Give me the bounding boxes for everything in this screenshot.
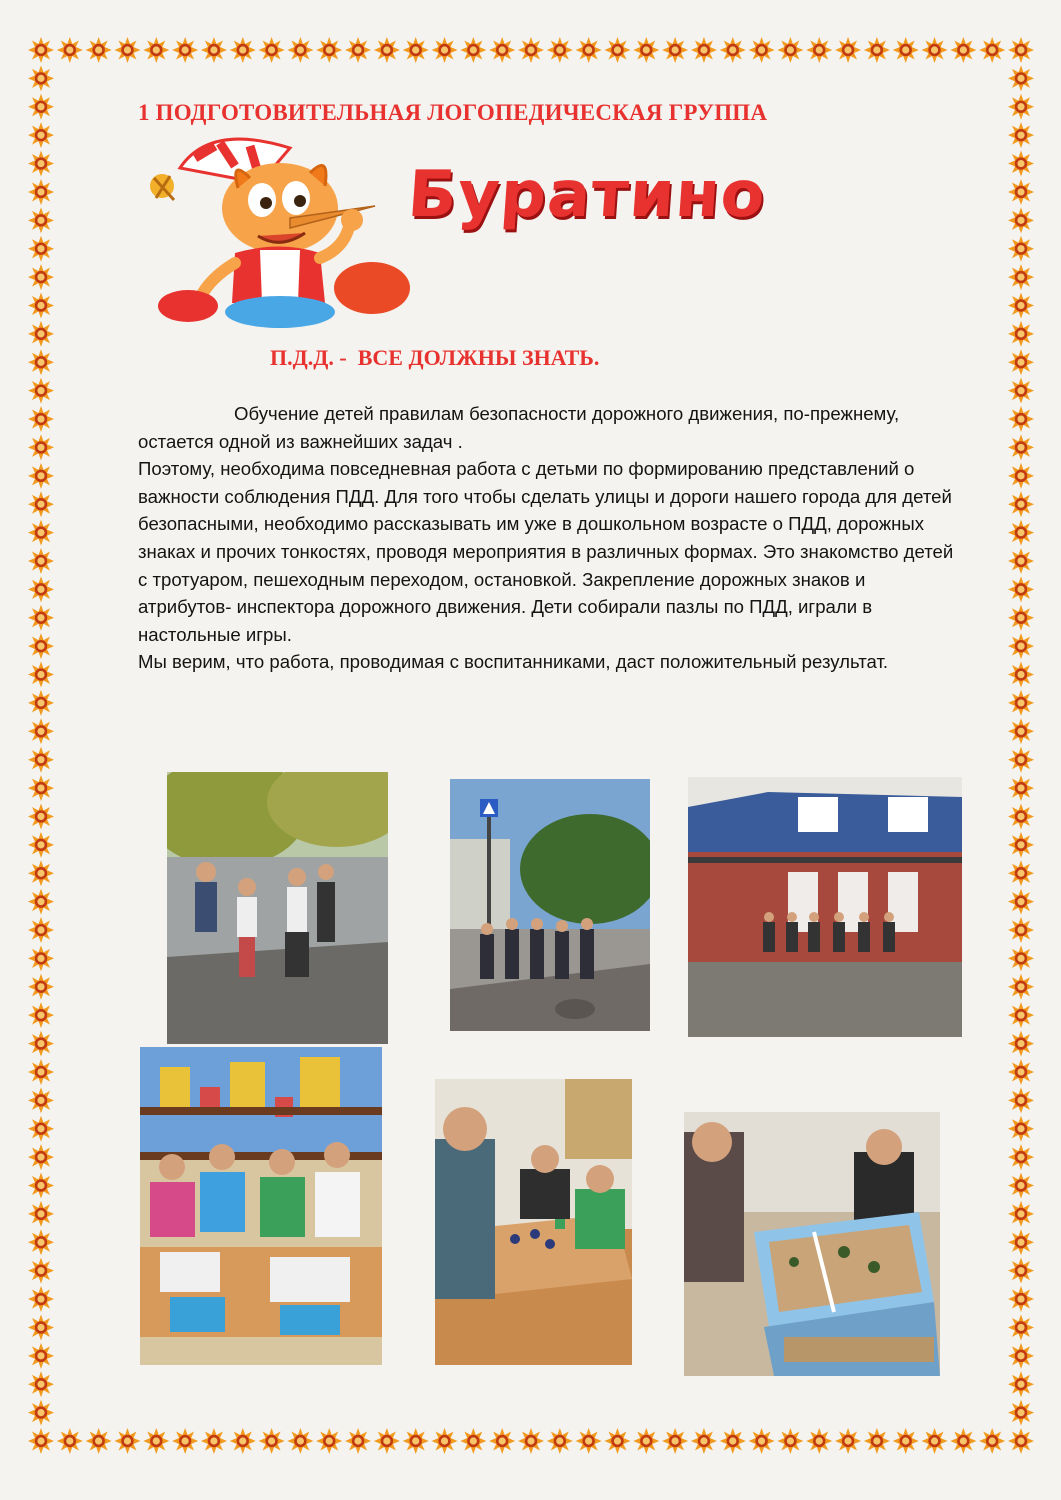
- sun-border-icon: [893, 1428, 919, 1454]
- photo-children-board-game: [435, 1079, 632, 1365]
- sun-border-icon: [1008, 803, 1034, 829]
- sun-border-icon: [28, 548, 54, 574]
- sun-border-icon: [1008, 945, 1034, 971]
- sun-border-icon: [28, 65, 54, 91]
- sun-border-icon: [28, 1428, 54, 1454]
- sun-border-icon: [259, 1428, 285, 1454]
- sun-border-icon: [691, 37, 717, 63]
- sun-border-icon: [1008, 65, 1034, 91]
- sun-border-icon: [979, 37, 1005, 63]
- sun-border-icon: [460, 37, 486, 63]
- sun-border-icon: [1008, 605, 1034, 631]
- sun-border-icon: [893, 37, 919, 63]
- sun-border-icon: [1008, 264, 1034, 290]
- sun-border-icon: [1008, 1201, 1034, 1227]
- sun-border-icon: [1008, 1002, 1034, 1028]
- sun-border-icon: [633, 37, 659, 63]
- sun-border-icon: [28, 1314, 54, 1340]
- sun-border-icon: [576, 1428, 602, 1454]
- sun-border-icon: [1008, 1371, 1034, 1397]
- photo-children-sand-table: [684, 1112, 940, 1376]
- sun-border-icon: [28, 1002, 54, 1028]
- sun-border-icon: [230, 37, 256, 63]
- sun-border-icon: [1008, 292, 1034, 318]
- sun-border-icon: [604, 37, 630, 63]
- sun-border-icon: [316, 37, 342, 63]
- sun-border-icon: [28, 1400, 54, 1426]
- sun-border-icon: [720, 1428, 746, 1454]
- sun-border-icon: [604, 1428, 630, 1454]
- sun-border-icon: [922, 1428, 948, 1454]
- photo-children-puzzles-classroom: [140, 1047, 382, 1365]
- sun-border-icon: [1008, 1258, 1034, 1284]
- sun-border-icon: [57, 1428, 83, 1454]
- sun-border-icon: [403, 37, 429, 63]
- sun-border-icon: [1008, 1031, 1034, 1057]
- sun-border-icon: [835, 37, 861, 63]
- photo-children-walking-street: [167, 772, 388, 1044]
- sun-border-icon: [1008, 378, 1034, 404]
- sun-border-icon: [28, 37, 54, 63]
- sun-border-icon: [28, 718, 54, 744]
- sun-border-icon: [864, 37, 890, 63]
- sun-border-icon: [28, 1286, 54, 1312]
- sun-border-icon: [345, 37, 371, 63]
- sun-border-icon: [1008, 520, 1034, 546]
- sun-border-icon: [28, 662, 54, 688]
- sun-border-icon: [547, 1428, 573, 1454]
- sun-border-icon: [28, 1371, 54, 1397]
- group-title: 1 ПОДГОТОВИТЕЛЬНАЯ ЛОГОПЕДИЧЕСКАЯ ГРУППА: [138, 100, 768, 125]
- sun-border-icon: [1008, 1059, 1034, 1085]
- sun-border-icon: [345, 1428, 371, 1454]
- sun-border-icon: [518, 37, 544, 63]
- sun-border-icon: [1008, 122, 1034, 148]
- sun-border-icon: [1008, 1116, 1034, 1142]
- sun-border-icon: [950, 1428, 976, 1454]
- sun-border-icon: [28, 151, 54, 177]
- sun-border-icon: [28, 207, 54, 233]
- sun-border-icon: [28, 1343, 54, 1369]
- sun-border-icon: [201, 37, 227, 63]
- paragraph-closing: Мы верим, что работа, проводимая с воспитанниками, даст положительный результат.: [138, 651, 889, 673]
- sun-border-icon: [1008, 917, 1034, 943]
- sun-border-icon: [662, 1428, 688, 1454]
- sun-border-icon: [28, 1031, 54, 1057]
- sun-border-icon: [57, 37, 83, 63]
- pinocchio-mascot-icon: [140, 128, 420, 333]
- sun-border-icon: [720, 37, 746, 63]
- sun-border-icon: [777, 1428, 803, 1454]
- sun-border-icon: [143, 37, 169, 63]
- sun-border-icon: [1008, 860, 1034, 886]
- sun-border-icon: [1008, 1286, 1034, 1312]
- sun-border-icon: [28, 889, 54, 915]
- sun-border-icon: [1008, 349, 1034, 375]
- sun-border-icon: [1008, 236, 1034, 262]
- sun-border-icon: [28, 491, 54, 517]
- sun-border-icon: [28, 974, 54, 1000]
- photo-children-at-bus-stop: [688, 777, 962, 1037]
- sun-border-icon: [691, 1428, 717, 1454]
- sun-border-icon: [1008, 775, 1034, 801]
- sun-border-icon: [1008, 179, 1034, 205]
- sun-border-icon: [749, 1428, 775, 1454]
- sun-border-icon: [979, 1428, 1005, 1454]
- sun-border-icon: [28, 633, 54, 659]
- sun-border-icon: [28, 1229, 54, 1255]
- sun-border-icon: [777, 37, 803, 63]
- sun-border-icon: [28, 520, 54, 546]
- sun-border-icon: [1008, 633, 1034, 659]
- sun-border-icon: [28, 747, 54, 773]
- sun-border-icon: [835, 1428, 861, 1454]
- sun-border-icon: [28, 576, 54, 602]
- sun-border-icon: [950, 37, 976, 63]
- sun-border-icon: [460, 1428, 486, 1454]
- sun-border-icon: [1008, 434, 1034, 460]
- sun-border-icon: [806, 1428, 832, 1454]
- sun-border-icon: [28, 917, 54, 943]
- brand-name: Буратино: [405, 158, 769, 232]
- sun-border-icon: [86, 37, 112, 63]
- sun-border-icon: [28, 434, 54, 460]
- photo-children-at-crosswalk-sign: [450, 779, 650, 1031]
- sun-border-icon: [576, 37, 602, 63]
- sun-border-icon: [1008, 1144, 1034, 1170]
- article-title: П.Д.Д. - ВСЕ ДОЛЖНЫ ЗНАТЬ.: [270, 345, 600, 370]
- sun-border-icon: [28, 803, 54, 829]
- paragraph-main: Поэтому, необходима повседневная работа с детьми по формированию представлений о важности соблюдения ПДД. Для того чтобы сделать улицы и дороги нашего города для детей безопасными, необходимо рассказывать им уже в дошкольном возрасте о ПДД, дорожных знаках и прочих тонкостях, проводя мероприятия в различных формах. Это знакомство детей с тротуаром, пешеходным переходом, остановкой. Закрепление дорожных знаков и атрибутов- инспектора дорожного движения. Дети собирали пазлы по ПДД, играли в настольные игры.: [138, 458, 954, 645]
- sun-border-icon: [114, 37, 140, 63]
- sun-border-icon: [489, 37, 515, 63]
- sun-border-icon: [1008, 1229, 1034, 1255]
- sun-border-icon: [28, 690, 54, 716]
- sun-border-icon: [374, 37, 400, 63]
- sun-border-icon: [28, 292, 54, 318]
- sun-border-icon: [1008, 491, 1034, 517]
- sun-border-icon: [1008, 1173, 1034, 1199]
- sun-border-icon: [28, 463, 54, 489]
- sun-border-icon: [374, 1428, 400, 1454]
- sun-border-icon: [1008, 718, 1034, 744]
- sun-border-icon: [28, 406, 54, 432]
- sun-border-icon: [1008, 747, 1034, 773]
- sun-border-icon: [1008, 207, 1034, 233]
- sun-border-icon: [662, 37, 688, 63]
- sun-border-icon: [28, 832, 54, 858]
- sun-border-icon: [28, 1258, 54, 1284]
- sun-border-icon: [1008, 1428, 1034, 1454]
- sun-border-icon: [1008, 94, 1034, 120]
- sun-border-icon: [28, 378, 54, 404]
- sun-border-icon: [1008, 548, 1034, 574]
- sun-border-icon: [259, 37, 285, 63]
- sun-border-icon: [547, 37, 573, 63]
- sun-border-icon: [806, 37, 832, 63]
- sun-border-icon: [432, 37, 458, 63]
- sun-border-icon: [518, 1428, 544, 1454]
- sun-border-icon: [1008, 1314, 1034, 1340]
- sun-border-icon: [432, 1428, 458, 1454]
- sun-border-icon: [864, 1428, 890, 1454]
- sun-border-icon: [1008, 889, 1034, 915]
- sun-border-icon: [1008, 576, 1034, 602]
- sun-border-icon: [1008, 832, 1034, 858]
- sun-border-icon: [1008, 321, 1034, 347]
- sun-border-icon: [28, 94, 54, 120]
- sun-border-icon: [28, 264, 54, 290]
- sun-border-icon: [287, 37, 313, 63]
- sun-border-icon: [172, 37, 198, 63]
- sun-border-icon: [28, 179, 54, 205]
- sun-border-icon: [287, 1428, 313, 1454]
- sun-border-icon: [633, 1428, 659, 1454]
- sun-border-icon: [749, 37, 775, 63]
- sun-border-icon: [28, 945, 54, 971]
- sun-border-icon: [28, 1201, 54, 1227]
- sun-border-icon: [143, 1428, 169, 1454]
- sun-border-icon: [1008, 463, 1034, 489]
- sun-border-icon: [1008, 1343, 1034, 1369]
- paragraph-intro: Обучение детей правилам безопасности дорожного движения, по-прежнему, остается одной из важнейших задач .: [138, 403, 900, 452]
- sun-border-icon: [28, 349, 54, 375]
- sun-border-icon: [28, 1116, 54, 1142]
- sun-border-icon: [1008, 662, 1034, 688]
- sun-border-icon: [28, 122, 54, 148]
- sun-border-icon: [28, 236, 54, 262]
- sun-border-icon: [86, 1428, 112, 1454]
- sun-border-icon: [1008, 690, 1034, 716]
- sun-border-icon: [316, 1428, 342, 1454]
- sun-border-icon: [28, 321, 54, 347]
- sun-border-icon: [230, 1428, 256, 1454]
- sun-border-icon: [28, 605, 54, 631]
- sun-border-icon: [1008, 1400, 1034, 1426]
- article-body: [138, 400, 958, 676]
- sun-border-icon: [1008, 1087, 1034, 1113]
- sun-border-icon: [28, 775, 54, 801]
- sun-border-icon: [922, 37, 948, 63]
- sun-border-icon: [28, 1173, 54, 1199]
- sun-border-icon: [489, 1428, 515, 1454]
- sun-border-icon: [172, 1428, 198, 1454]
- sun-border-icon: [28, 860, 54, 886]
- sun-border-icon: [28, 1087, 54, 1113]
- sun-border-icon: [1008, 406, 1034, 432]
- sun-border-icon: [114, 1428, 140, 1454]
- sun-border-icon: [403, 1428, 429, 1454]
- sun-border-icon: [1008, 974, 1034, 1000]
- sun-border-icon: [201, 1428, 227, 1454]
- sun-border-icon: [28, 1144, 54, 1170]
- sun-border-icon: [28, 1059, 54, 1085]
- sun-border-icon: [1008, 151, 1034, 177]
- sun-border-icon: [1008, 37, 1034, 63]
